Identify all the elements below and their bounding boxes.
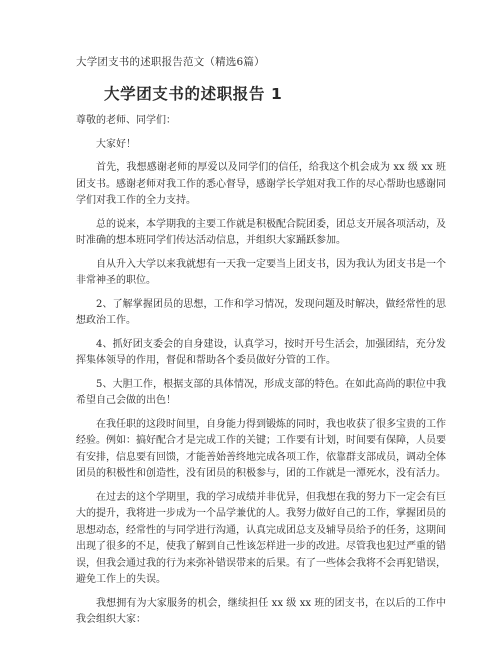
body-paragraph: 自从升入大学以来我就想有一天我一定要当上团支书，因为我认为团支书是一个非常神圣的职位。 [76,258,446,286]
body-paragraph: 首先，我想感谢老师的厚爱以及同学们的信任，给我这个机会成为 xx 级 xx 班团支书。感谢老师对我工作的悉心督导，感谢学长学姐对我工作的尽心帮助也感谢同学们对我工作的全力支持。 [76,162,446,206]
body-paragraph: 在过去的这个学期里，我的学习成绩并非优异，但我想在我的努力下一定会有巨大的提升，我将进一步成为一个品学兼优的人。我努力做好自己的工作，掌握团员的思想动态，经常性的与同学进行沟通，认真完成团总支及辅导员给予的任务，这期间出现了很多的不足，使我了解到自己性该怎样进一步的改进。尽管我也犯过严重的错误，但我会通过我的行为来弥补错误带来的后果。有了一些体会我将不会再犯错误，避免工作上的失误。 [76,491,446,585]
body-paragraph: 我想拥有为大家服务的机会，继续担任 xx 级 xx 班的团支书，在以后的工作中我会组织大家： [76,597,446,625]
body-paragraph: 4、抓好团支委会的自身建设，认真学习，按时开号生活会，加强团结，充分发挥集体领导的作用，督促和帮助各个委员做好分管的工作。 [76,338,446,366]
greeting-paragraph: 大家好！ [96,138,136,150]
body-paragraph: 2、了解掌握团员的思想，工作和学习情况，发现问题及时解决，做经常性的思想政治工作。 [76,298,446,326]
salutation-paragraph: 尊敬的老师、同学们： [76,115,176,126]
report-body [76,113,446,636]
body-paragraph: 5、大胆工作，根据支部的具体情况，形成支部的特色。在如此高尚的职位中我希望自己会做的出色！ [76,378,446,406]
document-header: 大学团支书的述职报告范文（精选6篇） [76,56,265,68]
body-paragraph: 总的说来，本学期我的主要工作就是积极配合院团委，团总支开展各项活动，及时准确的想本班同学们传达活动信息，并组织大家踊跃参加。 [76,218,446,246]
body-paragraph: 在我任职的这段时间里，自身能力得到锻炼的同时，我也收获了很多宝贵的工作经验。例如：搞好配合才是完成工作的关键；工作要有计划，时间要有保障，人员要有安排，信息要有回馈，才能善始善终地完成各项工作，依靠群支部成员，调动全体团员的积极性和创造性，没有团员的积极参与，团的工作就是一潭死水，没有活力。 [76,418,446,479]
report-title: 大学团支书的述职报告 1 [104,85,283,103]
